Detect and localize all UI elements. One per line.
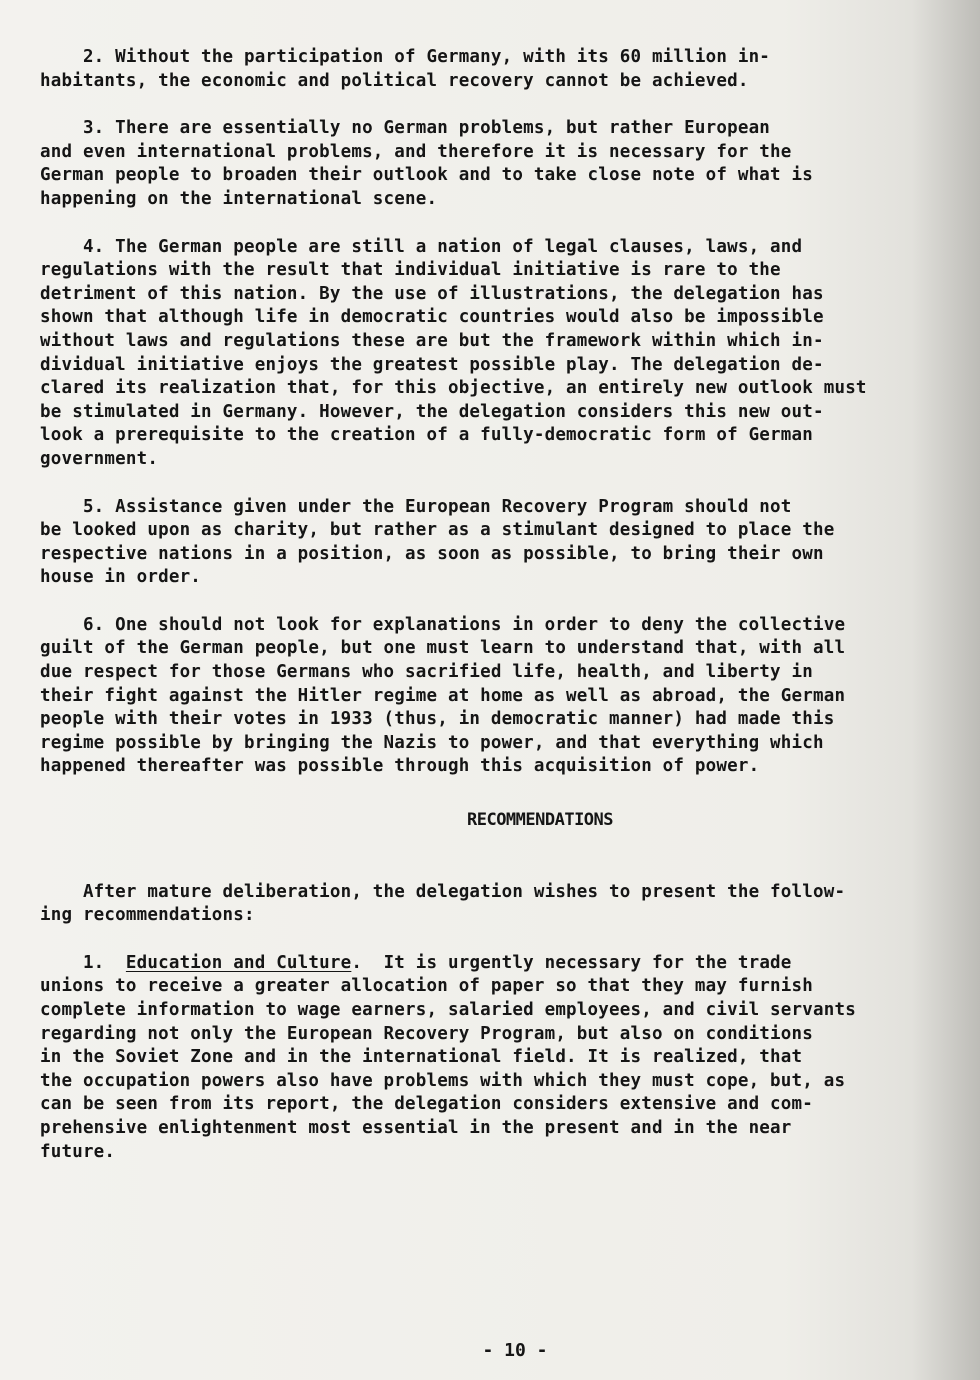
text-line: 5. Assistance given under the European Recovery Program should not	[40, 496, 792, 517]
paragraph-6	[40, 614, 960, 779]
text-line: be stimulated in Germany. However, the delegation considers this new out-	[40, 401, 824, 422]
text-line: ing recommendations:	[40, 905, 255, 926]
text-line: respective nations in a position, as soon as possible, to bring their own	[40, 543, 824, 564]
text-line: habitants, the economic and political recovery cannot be achieved.	[40, 70, 749, 91]
text-line: prehensive enlightenment most essential in the present and in the near	[40, 1117, 792, 1138]
text-line: regime possible by bringing the Nazis to power, and that everything which	[40, 732, 824, 753]
document-body	[40, 46, 960, 1188]
text-line: regarding not only the European Recovery Program, but also on conditions	[40, 1023, 813, 1044]
recommendation-1-first-line	[40, 952, 960, 976]
text-line: clared its realization that, for this objective, an entirely new outlook must	[40, 378, 867, 399]
text-line: happening on the international scene.	[40, 188, 438, 209]
paragraph-5	[40, 496, 960, 590]
paragraph-2	[40, 46, 960, 93]
recommendation-title: Education and Culture	[125, 952, 352, 973]
section-heading-wrap	[40, 809, 960, 833]
text-line: be looked upon as charity, but rather as a stimulant designed to place the	[40, 520, 835, 541]
page-number: - 10 -	[482, 1340, 548, 1361]
text-line: guilt of the German people, but one must learn to understand that, with all	[40, 638, 846, 659]
text-line: 2. Without the participation of Germany, with its 60 million in-	[40, 47, 771, 67]
text-line: After mature deliberation, the delegation wishes to present the follow-	[40, 881, 846, 902]
text-line: 4. The German people are still a nation of legal clauses, laws, and	[40, 236, 803, 257]
text-line: and even international problems, and therefore it is necessary for the	[40, 141, 792, 162]
text-line: 3. There are essentially no German problems, but rather European	[40, 118, 771, 139]
recommendations-intro	[40, 881, 960, 928]
text-line: government.	[40, 448, 159, 469]
text-line: people with their votes in 1933 (thus, in democratic manner) had made this	[40, 709, 835, 730]
text-line: regulations with the result that individual initiative is rare to the	[40, 260, 781, 281]
paragraph-3	[40, 117, 960, 211]
text-line: German people to broaden their outlook and to take close note of what is	[40, 165, 813, 186]
text-line: future.	[40, 1141, 116, 1162]
text-line: look a prerequisite to the creation of a fully-democratic form of German	[40, 425, 813, 446]
text-line: their fight against the Hitler regime at home as well as abroad, the German	[40, 685, 846, 706]
text-line: dividual initiative enjoys the greatest possible play. The delegation de-	[40, 354, 824, 375]
recommendation-1	[40, 952, 960, 1164]
text-line: complete information to wage earners, salaried employees, and civil servants	[40, 1000, 856, 1020]
text-fragment: . It is urgently necessary for the trade	[351, 952, 792, 973]
text-line: the occupation powers also have problems with which they must cope, but, as	[40, 1070, 846, 1091]
text-line: house in order.	[40, 567, 202, 588]
text-line: happened thereafter was possible through this acquisition of power.	[40, 756, 760, 777]
text-line: detriment of this nation. By the use of illustrations, the delegation has	[40, 283, 824, 304]
text-line: without laws and regulations these are but the framework within which in-	[40, 330, 824, 351]
text-line: can be seen from its report, the delegation considers extensive and com-	[40, 1094, 813, 1115]
paragraph-4	[40, 236, 960, 472]
text-line: shown that although life in democratic countries would also be impossible	[40, 307, 824, 328]
section-heading: RECOMMENDATIONS	[466, 810, 614, 831]
text-line: in the Soviet Zone and in the international field. It is realized, that	[40, 1047, 803, 1068]
text-line: 6. One should not look for explanations in order to deny the collective	[40, 614, 846, 635]
recommendation-number: 1.	[40, 952, 126, 973]
text-line: due respect for those Germans who sacrified life, health, and liberty in	[40, 662, 813, 683]
text-line: unions to receive a greater allocation of paper so that they may furnish	[40, 976, 813, 997]
